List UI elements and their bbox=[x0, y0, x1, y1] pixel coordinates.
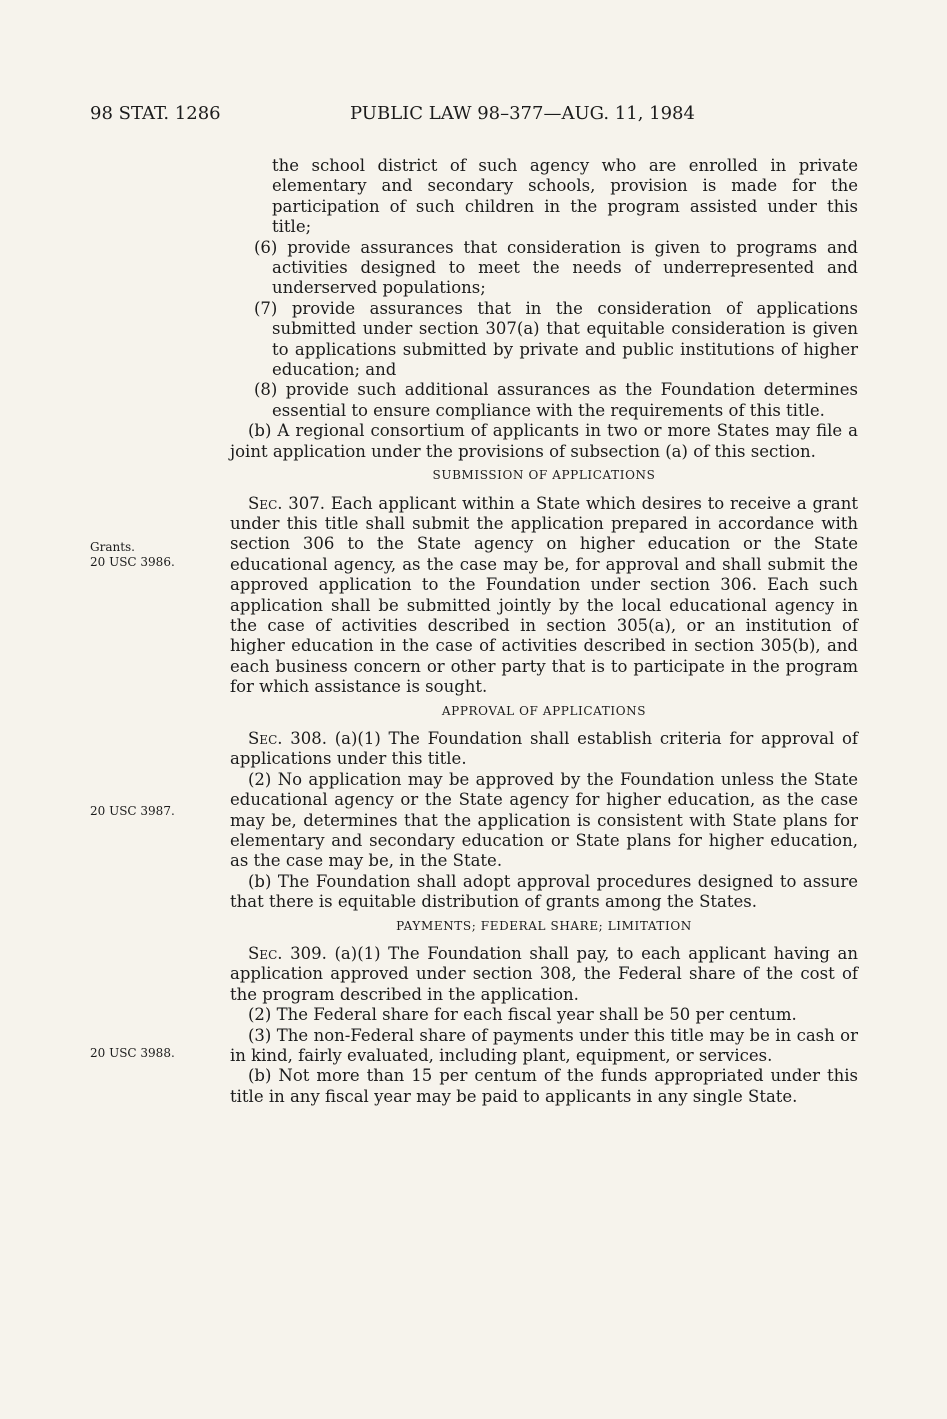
section-308-label: Sec. bbox=[248, 728, 283, 748]
page-header bbox=[0, 103, 947, 133]
paragraph-8: (8) provide such additional assurances as the Foundation determines essential to ensure compliance with the requirements of this title. bbox=[254, 380, 858, 420]
margin-note-payments-usc: 20 USC 3988. bbox=[90, 1046, 175, 1060]
section-308-b: (b) The Foundation shall adopt approval procedures designed to assure that there is equitable distribution of grants among the States. bbox=[230, 871, 858, 912]
section-308-text: 308. (a)(1) The Foundation shall establish criteria for approval of applications under this title. bbox=[230, 728, 858, 769]
public-law-title: PUBLIC LAW 98–377—AUG. 11, 1984 bbox=[350, 103, 695, 124]
margin-note-approval-usc: 20 USC 3987. bbox=[90, 804, 175, 818]
section-309-text: 309. (a)(1) The Foundation shall pay, to each applicant having an application approved under section 308, the Federal share of the cost of the program described in the application. bbox=[230, 944, 858, 1004]
paragraph-6: (6) provide assurances that consideration is given to programs and activities designed to meet the needs of underrepresented and underserved populations; bbox=[254, 237, 858, 298]
heading-submission: SUBMISSION OF APPLICATIONS bbox=[432, 468, 656, 483]
section-307 bbox=[230, 494, 858, 698]
margin-note-grants-title: Grants. bbox=[90, 540, 135, 554]
heading-approval: APPROVAL OF APPLICATIONS bbox=[441, 703, 647, 718]
stat-page-number: 98 STAT. 1286 bbox=[90, 103, 221, 124]
margin-note-grants bbox=[90, 540, 175, 570]
margin-note-grants-usc: 20 USC 3986. bbox=[90, 555, 175, 569]
heading-payments: PAYMENTS; FEDERAL SHARE; LIMITATION bbox=[396, 918, 692, 933]
section-309-a3: (3) The non-Federal share of payments under this title may be in cash or in kind, fairly evaluated, including plant, equipment, or services. bbox=[230, 1025, 858, 1066]
section-307-text: 307. Each applicant within a State which desires to receive a grant under this title shall submit the application prepared in accordance with section 306 to the State agency on higher education or the State educational agency, as the case may be, for approval and shall submit the approved application to the Foundation under section 306. Each such application shall be submitted jointly by the local educational agency in the case of activities described in section 305(a), or an institution of higher education in the case of activities described in section 305(b), and each business concern or other party that is to participate in the program for which assistance is sought. bbox=[230, 493, 858, 697]
paragraph-continued: the school district of such agency who are enrolled in private elementary and secondary schools, provision is made for the participation of such children in the program assisted under this title; bbox=[272, 156, 858, 237]
paragraph-b: (b) A regional consortium of applicants in two or more States may file a joint application under the provisions of subsection (a) of this section. bbox=[230, 421, 858, 461]
statute-body bbox=[230, 156, 858, 1107]
section-309 bbox=[230, 944, 858, 1005]
section-307-label: Sec. bbox=[248, 493, 283, 513]
section-308 bbox=[230, 729, 858, 770]
section-308-a2: (2) No application may be approved by the Foundation unless the State educational agency or the State agency for higher education, as the case may be, determines that the application is consistent with State plans for elementary and secondary education or State plans for higher education, as the case may be, in the State. bbox=[230, 769, 858, 871]
section-309-a2: (2) The Federal share for each fiscal year shall be 50 per centum. bbox=[248, 1005, 797, 1025]
section-309-label: Sec. bbox=[248, 944, 283, 964]
paragraph-7: (7) provide assurances that in the consideration of applications submitted under section 307(a) that equitable consideration is given to applications submitted by private and public institutions of higher education; and bbox=[254, 298, 858, 380]
section-309-b: (b) Not more than 15 per centum of the funds appropriated under this title in any fiscal year may be paid to applicants in any single State. bbox=[230, 1066, 858, 1106]
